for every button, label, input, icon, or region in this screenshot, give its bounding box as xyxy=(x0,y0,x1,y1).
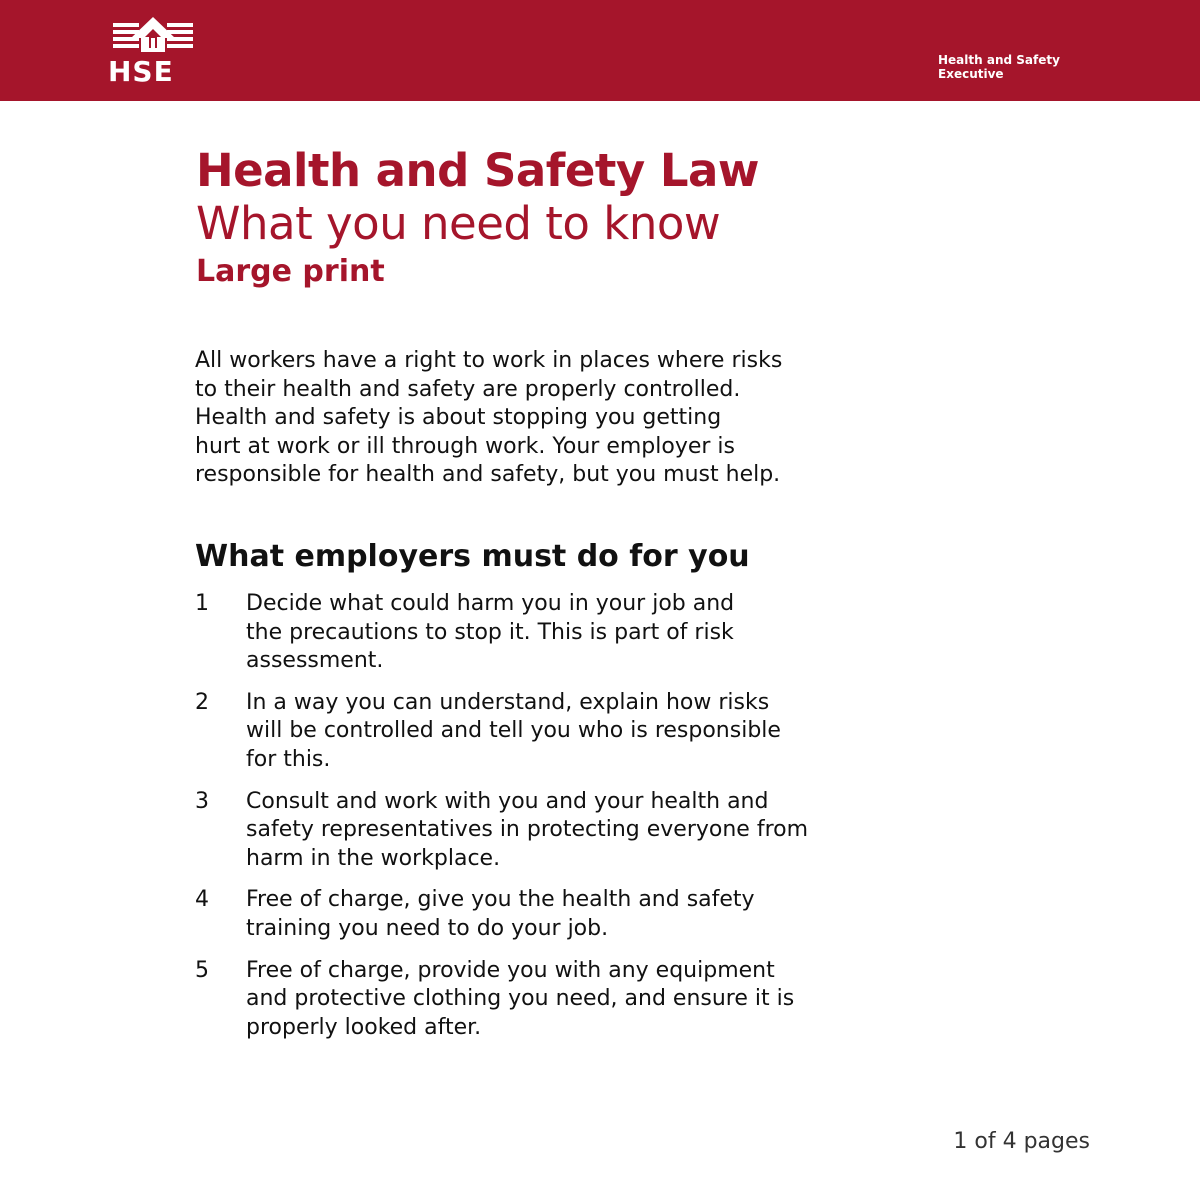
intro-line: Health and safety is about stopping you getting xyxy=(195,405,722,431)
hse-logo xyxy=(107,16,199,86)
duty-line: assessment. xyxy=(246,648,384,674)
employer-duties-list xyxy=(195,590,1045,1055)
duty-number: 3 xyxy=(195,788,209,814)
duty-item-2 xyxy=(195,689,1045,775)
duty-line: Consult and work with you and your health and xyxy=(246,788,769,814)
page-header xyxy=(0,0,1200,101)
duty-line: Decide what could harm you in your job and xyxy=(246,591,735,616)
organisation-name-line-1: Health and Safety xyxy=(938,53,1060,67)
duty-line: Free of charge, provide you with any equipment xyxy=(246,957,775,983)
page-count: 1 of 4 pages xyxy=(953,1129,1090,1154)
duty-line: training you need to do your job. xyxy=(246,915,609,941)
document-format-label: Large print xyxy=(196,254,385,289)
hse-crest-icon xyxy=(107,16,199,60)
employer-duties-heading: What employers must do for you xyxy=(195,539,750,574)
organisation-name-line-2: Executive xyxy=(938,67,1004,81)
duty-number: 5 xyxy=(195,957,209,983)
document-title: Health and Safety Law xyxy=(196,144,759,197)
intro-line: hurt at work or ill through work. Your employer is xyxy=(195,433,735,459)
document-subtitle: What you need to know xyxy=(196,197,721,250)
duty-line: In a way you can understand, explain how risks xyxy=(246,689,770,715)
duty-line: the precautions to stop it. This is part of risk xyxy=(246,619,734,645)
duty-text xyxy=(246,689,1045,775)
duty-number: 1 xyxy=(195,591,209,616)
duty-line: properly looked after. xyxy=(246,1014,482,1040)
organisation-name xyxy=(938,53,1138,81)
intro-line: All workers have a right to work in places where risks xyxy=(195,348,783,373)
duty-text xyxy=(246,886,1045,943)
duty-line: harm in the workplace. xyxy=(246,845,501,871)
duty-item-1 xyxy=(195,590,1045,676)
intro-paragraph xyxy=(195,347,1035,490)
duty-text xyxy=(246,957,1045,1043)
duty-line: for this. xyxy=(246,746,331,772)
duty-number: 2 xyxy=(195,689,209,715)
document-title-block xyxy=(196,145,1096,291)
duty-item-3 xyxy=(195,788,1045,874)
intro-line: responsible for health and safety, but you must help. xyxy=(195,462,781,488)
duty-item-5 xyxy=(195,957,1045,1043)
hse-logo-text: HSE xyxy=(108,55,174,88)
duty-line: will be controlled and tell you who is responsible xyxy=(246,718,781,744)
intro-line: to their health and safety are properly controlled. xyxy=(195,376,741,402)
duty-text xyxy=(246,788,1045,874)
duty-text xyxy=(246,590,1045,676)
duty-number: 4 xyxy=(195,887,209,913)
duty-line: safety representatives in protecting everyone from xyxy=(246,817,809,843)
duty-item-4 xyxy=(195,886,1045,943)
duty-line: Free of charge, give you the health and safety xyxy=(246,887,755,913)
duty-line: and protective clothing you need, and ensure it is xyxy=(246,986,795,1012)
